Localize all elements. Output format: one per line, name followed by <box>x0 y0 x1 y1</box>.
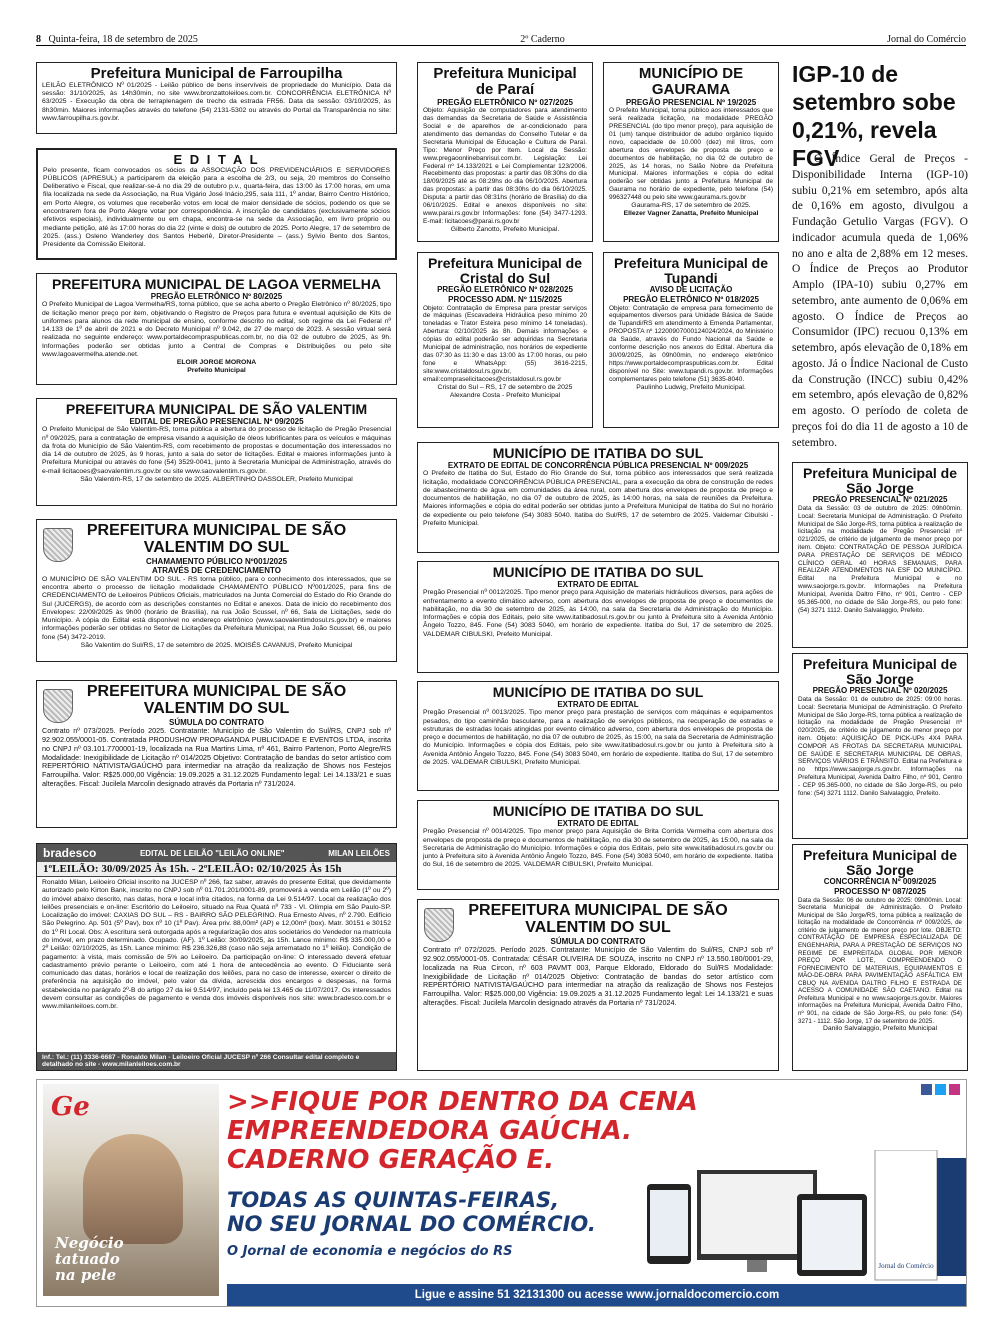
notice-title: PREFEITURA MUNICIPAL DE LAGOA VERMELHA <box>51 276 381 292</box>
notice-title: Prefeitura Municipal de São Jorge <box>802 656 958 687</box>
notice-parai <box>417 62 593 242</box>
magazine-icon <box>937 1158 967 1276</box>
notice-subtitle: PREGÃO ELETRÔNICO Nº 028/2025 <box>437 285 573 295</box>
notice-signature: Danilo Salvalaggio, Prefeito Municipal <box>822 1025 938 1033</box>
bradesco-logo: bradesco <box>43 846 97 860</box>
notice-subtitle: AVISO DE LICITAÇÃO <box>649 285 733 295</box>
notice-subtitle: PREGÃO PRESENCIAL Nº 020/2025 <box>812 686 948 696</box>
devices-illustration <box>647 1150 967 1282</box>
notice-title: PREFEITURA MUNICIPAL DE SÃO VALENTIM DO SUL <box>86 522 347 556</box>
municipal-crest-icon <box>43 689 73 723</box>
notice-subtitle: PREGÃO PRESENCIAL Nº 021/2025 <box>812 495 948 505</box>
notice-text: Contrato nº 072/2025. Período 2025. Contratante: Município de São Valentim do Sul/RS, CNPJ sob nº 92.902.055/0001-05. Contratada: CÉSAR OLIVEIRA DE SOUZA, inscrito no CNPJ nº 13.550.180/0001-29, localizada na Rua Circon, nº 603 PAVMT 003, Parque Eldorado, Eldorado do Sul/RS Modalidade: Inexigibilidade de Licitação nº 014/2025 Objetivo: Contratação de bandas do setor artístico com REPERTÓRIO NATIVISTA/GAÚCHO para intermediar na atração da realização de Shows nos Festejos Farroupilha. Valor: R$25.000,00 Vigência: 19.09.2025 a 31.12.2025 Fundamento legal: Lei 14.133/21 e suas alterações. Fiscal: Jucilela Marcolin designado através da Portaria nº 731/2024. <box>423 945 773 1007</box>
notice-subtitle: CHAMAMENTO PÚBLICO Nº001/2025 <box>145 556 288 566</box>
notice-sao-valentim-do-sul-chamamento <box>36 519 397 662</box>
article-headline: IGP-10 de setembro sobe 0,21%, revela FGV <box>792 61 956 172</box>
ad-footer-bar: Ligue e assine 51 32131300 ou acesse www.jornaldocomercio.com <box>227 1284 967 1306</box>
notice-signature: ELOIR JORGE MORONA Prefeito Municipal <box>176 359 257 375</box>
notice-sao-valentim-do-sul-contrato <box>36 680 397 828</box>
notice-text: Contrato nº 073/2025. Período 2025. Contratante: Município de São Valentim do Sul/RS, CNPJ sob nº 92.902.055/0001-05. Contratada PRODUSHOW PROPAGANDA PUBLICIDADE E EVENTOS LTDA, inscrita no CNPJ nº 03.101.7700001-19, localizada na Rua Martins Lima, nº 461, Bairro Partenon, Porto Alegre/RS Modalidade: Inexigibilidade de Licitação nº 014/2025 Objetivo: Contratação de bandas do setor artístico com REPERTÓRIO NATIVISTA/GAÚCHO para intermediar na atração da realização de Shows nos Festejos Farroupilha. Valor: R$25.000,00 Vigência: 19.09.2025 a 31.12.2025 Fundamento legal: Lei 14.133/21 e suas alterações. Fiscal: Jucilela Marcolin designado através da Portaria nº 731/2024. <box>42 726 391 788</box>
notice-subtitle: EXTRATO DE EDITAL DE CONCORRÊNCIA PÚBLICA PRESENCIAL Nº 009/2025 <box>447 460 749 470</box>
ad-subheadline <box>227 1188 596 1236</box>
instagram-icon <box>949 1084 960 1095</box>
ad-slogan-line-2: EMPREENDEDORA GAÚCHA. <box>227 1116 632 1147</box>
notice-title: MUNICÍPIO DE ITATIBA DO SUL <box>492 445 704 461</box>
notice-subtitle: EXTRATO DE EDITAL <box>557 579 639 589</box>
notice-gaurama <box>603 62 779 242</box>
notice-title: Prefeitura Municipal de Paraí <box>433 65 577 98</box>
notice-text: O Prefeito Municipal, torna público aos interessados que será realizada licitação, na modalidade PREGÃO PRESENCIAL (do tipo menor preço), para aquisição de 01 (um) tanque distribuidor de adubo orgânico líquido novo, capacidade de 10.000 (dez) mil litros, com abertura dos envelopes de proposta de preço e documentos de habilitação, no dia 02 de outubro de 2025, às 14 horas, no Salão Nobre da Prefeitura Municipal. Maiores informações e cópia do edital poderão ser obtidas junto a Prefeitura Municipal de Gaurama no horário de expediente, pelo telefone (54) 996327448 ou pelo site www.gaurama.rs.gov.br <box>609 107 773 202</box>
notice-subtitle-2: PROCESSO ADM. Nº 115/2025 <box>448 294 562 304</box>
notice-subtitle: EDITAL DE PREGÃO PRESENCIAL Nº 09/2025 <box>129 416 304 426</box>
cover-logo: Ge <box>51 1092 90 1122</box>
notice-edital <box>36 148 397 260</box>
facebook-icon <box>921 1084 932 1095</box>
notice-text: O Prefeito Municipal de São Valentim-RS, torna pública a abertura do processo de licitação de Pregão Presencial nº 09/2025, para a contratação de empresa visando a aquisição de óleos lubrificantes para os veículos e máquinas da frota do Município de São Valentim-RS, com recebimento de propostas e documentação dos interessados no dia 14 de outubro de 2025, às 9 horas, junto a sala do setor de licitações. Edital e maiores informações junto à Prefeitura Municipal ou através do fone (54) 3529-0041, junto à Secretaria Municipal de Administração, através do e-mail licitacoes@saovalentim.rs.gov.br ou site www.saovalentim.rs.gov.br. <box>42 426 391 475</box>
notice-leilao-bradesco <box>36 843 397 1071</box>
notice-farroupilha <box>36 62 397 134</box>
notice-text: Pregão Presencial nº 0013/2025. Tipo menor preço para prestação de serviços com máquinas e equipamentos pesados, do tipo caminhão basculante, para a realização de serviços públicos, na recuperação de estradas e estruturas de estradas locais atingidas por evento climático adverso, com abertura dos envelopes de proposta de preço e documentos de habilitação, no dia 07 de outubro de 2025, às 15:00, na sala da Secretaria de Administração do Município. Informações e cópia dos Editais, pelo site www.itatibadosul.rs.gov.br ou junto à Prefeitura sito à Avenida Antônio Ângelo Tozzo, 845. Fone (54) 3083 5040, em horário de expediente. Itatiba do Sul, 17 de setembro de 2025. VALDEMAR CIBULSKI, Prefeito Municipal. <box>423 709 773 766</box>
article-body: O Índice Geral de Preços - Disponibilidade Interna (IGP-10) subiu 0,21% em setembro, após alta de 0,16% em agosto, divulgou a Fundação Getulio Vargas (FGV). O indicador acumula queda de 1,06% no ano e alta de 2,88% em 12 meses. O Índice de Preços ao Produtor Amplo (IPA-10) subiu 0,27% em setembro, ante aumento de 0,06% em agosto. O Índice de Preços ao Consumidor (IPC) recuou 0,13% em setembro, após elevação de 0,18% em agosto. Já o Índice Nacional de Custo da Construção (INCC) subiu 0,42% em setembro, após elevação de 0,82% em agosto. O período de coleta de preços foi do dia 11 de agosto a 10 de setembro. <box>792 153 968 449</box>
notice-subtitle: PREGÃO ELETRÔNICO Nº 80/2025 <box>150 291 283 301</box>
notice-subtitle-2: ATRAVÉS DE CREDENCIAMENTO <box>152 566 281 576</box>
notice-title: MUNICÍPIO DE GAURAMA <box>638 65 744 98</box>
cover-title: Negócio tatuado na pele <box>55 1234 124 1284</box>
notice-date: Gaurama-RS, 17 de setembro de 2025. <box>631 202 751 210</box>
notice-text: LEILÃO ELETRÔNICO Nº 01/2025 - Leilão público de bens inservíveis de propriedade do Município. Data da sessão: 31/10/2025, às 14h30min, no site www.bronzattoleiloes.com.br. CONCORRÊNCIA ELETRÔNICA Nº 63/2025 - Execução da obra de terraplenagem de trecho da estrada FR56. Data da sessão: 03/10/2025, às 8h30min. Maiores informações através do telefone (54) 2131-5302 ou através do Portal da Transparência no site: www.farroupilha.rs.gov.br. <box>42 81 391 122</box>
notice-title: Prefeitura Municipal de São Jorge <box>802 465 958 496</box>
notice-subtitle: CONCORRÊNCIA Nº 009/2025 <box>823 877 937 887</box>
notice-text: Pelo presente, ficam convocados os sócios da ASSOCIAÇÃO DOS PREVIDENCIÁRIOS E SERVIDORES PÚBLICOS (APRESUL) a participarem da eleição para a escolha de 2/3, ou seja, 20 membros do Conselho Deliberativo e Fiscal, que realizar-se-á no dia 29 de outubro p.v., quarta-feira, das 13:00 às 17:00 horas, em uma fila localizada na sede da Associação, na Rua Vigário José Inácio,295, sala 111, 1º andar, Bairro Centro Histórico, em Porto Alegre, os volumes que receberão votos em local de maior densidade de sócios, podendo os que se encontrarem fora de Porto Alegre votar por correspondência. A inscrição de candidatos (exclusivamente sócios efetivos especiais), individualmente ou em chapa, encontra-se na sede da Associação, em livro próprio ou mediante petição, até às 17:00 horas do dia 22 (vinte e dois) de outubro de 2025. Porto Alegre, 17 de setembro de 2025. (ass.) Osleno Wanderley dos Santos Heberlê, Diretor-Presidente – (ass.) Sylvio Bento dos Santos, Presidente da Comissão Eleitoral. <box>43 166 390 249</box>
notice-text: Data da Sessão: 03 de outubro de 2025: 09h00min. Local: Secretaria Municipal de Administração. O Prefeito Municipal de São Jorge-RS, torna pública a realização de licitação na modalidade de Pregão Presencial nº 021/2025, de critério de julgamento de menor preço por item. Objeto: CONTRATAÇÃO DE PESSOA JURÍDICA PARA PRESTAÇÃO DE SERVIÇOS DE MÉDICO CLÍNICO GERAL 40 HORAS SEMANAIS, PARA REALIZAR ATENDIMENTOS NA ESF DO MUNICÍPIO. Edital na Prefeitura Municipal e no www.saojorge.rs.gov.br. Informações na Prefeitura Municipal, Avenida Daltro Filho, nº 901, Centro - CEP 95.365-000, no cidade de São Jorge-RS, ou pelo fone: (54) 3271 1112. Danilo Salvalaggio, Prefeito. <box>798 504 962 614</box>
ad-tagline: O Jornal de economia e negócios do RS <box>227 1244 513 1259</box>
notice-title: Prefeitura Municipal de Tupandi <box>613 255 769 286</box>
notice-subtitle: PREGÃO ELETRÔNICO Nº 027/2025 <box>437 97 573 107</box>
notice-subtitle: EXTRATO DE EDITAL <box>557 818 639 828</box>
notice-sao-jorge-2 <box>792 653 968 839</box>
notice-title: PREFEITURA MUNICIPAL DE SÃO VALENTIM <box>65 401 368 417</box>
milan-logo: MILAN LEILÕES <box>328 848 390 858</box>
header-paper: Jornal do Comércio <box>887 34 966 45</box>
header-left: 8 Quinta-feira, 18 de setembro de 2025 <box>36 34 198 45</box>
notice-text: Objeto: Aquisição de computadores para atendimento das demandas da Secretaria de Saúde e Assistência Social e de aparelhos de ar-condicionado para atendimento das demandas do Conselho Tutelar e da Secretaria Municipal de Educação e Cultura de Paraí. Tipo: Menor Preço por Item. Local da Sessão: www.pregaoonlinebanrisul.com.br. Legislação: Lei Federal nº 14.133/2021 e Lei Complementar 123/2006. Recebimento das propostas: a partir das 08:30hs do dia 18/09/2025 até as 08:29hs do dia 06/10/2025. Abertura das propostas: a partir das 08:30hs do dia 06/10/2025. Disputa: a partir das 08:31hs (horário de Brasília) do dia 06/10/2025. Edital e anexos disponíveis no site: www.parai.rs.gov.br Informações: fone (54) 3477-1293. E-mail: licitacoes@parai.rs.gov.br <box>423 107 587 225</box>
leilao-dates: 1ºLEILÃO: 30/09/2025 Às 15h. - 2ºLEILÃO: 02/10/2025 Às 15h <box>37 862 396 877</box>
leilao-text: Ronaldo Milan, Leiloeiro Oficial inscrito na JUCESP nº 266, faz saber, através do presente Edital, que devidamente autorizado pelo Kirton Bank, inscrito no CNPJ sob nº 01.701.201/0001-89, promoverá a venda em Leilão (1º ou 2º) do imóvel abaixo descrito, nas datas, hora e local infra citados, na forma da Lei 9.514/97. Local da realização dos leilões presenciais e on-line: Escritório do Leiloeiro, situado na Rua Quatá nº 733 - Vl. Olímpia em São Paulo-SP. Localização do imóvel: CAXIAS DO SUL – RS - BAIRRO SÃO PELEGRINO. Rua Ernesto Alves, nº 2.790. Edifício São Pelegrino. Ap. 501 (5º Pav), box nº 10 (1º Pav). Área priv. 88,00m² (AP) e 12,00m² (box). Matr. 30151 e 30152 do 1º RI Local. Obs: A escritura será outorgada após a regularização dos atos societários do Vendedor na matrícula do imóvel, em prazo determinado. Ocupado. (AF). 1º Leilão: 30/09/2025, às 15h. Lance mínimo: R$ 335.000,00 e 2º Leilão: 02/10/2025, às 15h. Lance mínimo: R$ 236.326,88 (caso não seja arrematado no 1º leilão). Condição de pagamento: à vista, mais comissão de 5% ao Leiloeiro. Da participação on-line: O interessado deverá efetuar cadastramento prévio perante o Leiloeiro, com até 1 hora de antecedência ao evento. O Fiduciante será comunicado das datas, horários e local de realização dos leilões, para no caso de interesse, exercer o direito de preferência na aquisição do imóvel, pelo valor da dívida, acrescida dos encargos e despesas, na forma estabelecida no parágrafo 2º-B do artigo 27 da lei 9.514/97, incluído pela lei 13.465 de 11/07/2017. Os interessados devem consultar as condições de pagamento e venda dos imóveis disponíveis nos site: www.bradesco.com.br e www.milanleiloes.com.br. <box>42 879 391 1011</box>
notice-sao-jorge-3 <box>792 844 968 1071</box>
notice-text: Pregão Presencial nº 0014/2025. Tipo menor preço para Aquisição de Brita Corrida Vermelha com abertura dos envelopes de proposta de preço e documentos de habilitação, no dia 30 de setembro de 2025, às 15:00, na sala da Secretaria de Administração do Município. Informações e cópia dos Editais, pelo site www.itatibadosul.rs.gov.br ou junto à Prefeitura sito à Avenida Antônio Ângelo Tozzo, 845. Fone (54) 3083 5040, em horário de expediente. Itatiba do Sul, 16 de setembro de 2025. VALDEMAR CIBULSKI, Prefeito Municipal. <box>423 828 773 869</box>
newspaper-icon <box>875 1150 937 1280</box>
notice-subtitle: EXTRATO DE EDITAL <box>557 699 639 709</box>
leilao-header-bar <box>37 844 396 862</box>
notice-subtitle: SÚMULA DO CONTRATO <box>550 936 646 946</box>
page-header <box>36 34 966 46</box>
notice-signature: São Valentim do Sul/RS, 17 de setembro de 2025. MOISÉS CAVANUS, Prefeito Municipal <box>80 642 353 650</box>
notice-title: Prefeitura Municipal de Cristal do Sul <box>427 255 583 286</box>
cover-portrait <box>83 1134 183 1244</box>
notice-text: Data da Sessão: 01 de outubro de 2025: 09:00 horas. Local: Secretaria Municipal de Administração. O Prefeito Municipal de São Jorge-RS, torna pública a realização de licitação na modalidade de Pregão Presencial nº 020/2025, de critério de julgamento de menor preço por item. Objeto: AQUISIÇÃO DE PICK-UPs 4X4 PARA COMPOR AS FROTAS DA SECRETARIA MUNICIPAL DE SAÚDE E SECRETARIA MUNICIPAL DE OBRAS, SERVIÇOS VIÁRIOS E TRÂNSITO. Edital na Prefeitura e no https://www.saojorge.rs.gov.br. Informações na Prefeitura Municipal, Avenida Daltro Filho, nº 901, Centro - CEP 95.365-000, no cidade de São Jorge-RS, ou pelo fone: (54) 3271 1112. Danilo Salvalaggio, Prefeito. <box>798 695 962 797</box>
notice-tupandi <box>603 252 779 428</box>
ad-sub-line-1: TODAS AS QUINTAS-FEIRAS, <box>227 1188 560 1212</box>
notice-lagoa-vermelha <box>36 273 397 385</box>
notice-title: MUNICÍPIO DE ITATIBA DO SUL <box>492 564 704 580</box>
notice-text: O Prefeito de Itatiba do Sul, Estado do Rio Grande do Sul, torna público aos interessados que será realizada licitação, modalidade CONCORRÊNCIA PÚBLICA PRESENCIAL, para a execução da obra de construção de redes de abastecimento de água em comunidades da área rural, com abertura dos envelopes de proposta de preço e documentos de habilitação, no dia 07 de outubro de 2025, às 14:00 horas, na sala de reuniões da Prefeitura. Maiores informações e cópia do edital poderão ser obtidas junto a Prefeitura Municipal de Itatiba do Sul no horário de expediente ou pelo telefone (54) 3083 5040. Itatiba do Sul/RS, 17 de setembro de 2025. Valdemar Cibulski - Prefeito Municipal. <box>423 470 773 527</box>
notice-subtitle: SÚMULA DO CONTRATO <box>169 717 264 727</box>
ad-slogan-line-1: >>FIQUE POR DENTRO DA CENA <box>227 1087 698 1117</box>
magazine-cover <box>43 1084 219 1296</box>
leilao-label: EDITAL DE LEILÃO "LEILÃO ONLINE" <box>139 848 285 858</box>
notice-text: O Prefeito Municipal de Lagoa Vermelha/RS, torna público, que se acha aberto o Pregão Eletrônico nº 80/2025, tipo de licitação menor preço por item, objetivando o Registro de Preços para futura e eventual aquisição de Kits de uniformes para alunos da rede municipal de ensino, conforme descrito no edital, sob regime da Lei Federal nº 14.133 de 1º de abril de 2021 e do Decreto Municipal nº 9.042, de 27 de março de 2023. A sessão virtual será realizada no seguinte endereço: www.portaldecompraspublicas.com.br, no dia 02 de outubro de 2025, às 9h. Informações poderão ser obtidas junto a Central de Compras e Distribuições ou pelo site www.lagoavermelha.atende.net. <box>42 301 391 358</box>
notice-subtitle-2: PROCESSO Nº 087/2025 <box>834 886 926 896</box>
notice-signature: São Valentim-RS, 17 de setembro de 2025. ALBERTINHO DASSOLER, Prefeito Municipal <box>80 475 353 483</box>
notice-itatiba-4 <box>417 800 779 890</box>
notice-subtitle-2: PREGÃO ELETRÔNICO Nº 018/2025 <box>623 294 759 304</box>
social-icons <box>921 1084 960 1095</box>
notice-text: O MUNICÍPIO DE SÃO VALENTIM DO SUL - RS torna público, para o conhecimento dos interessados, que se encontra aberto o processo de licitação modalidade CHAMAMENTO PÚBLICO Nº001/2025, para fins de CREDENCIAMENTO de Leiloeiros Públicos Oficiais, matriculados na Junta Comercial do Estado do Rio Grande do Sul (JUCERGS), de acordo com as descrições constantes no Edital e anexos. Data de inicio do recebimento dos Envelopes: 22/09/2025 às 9h00 (horário de Brasília), na rua João Scussel, nº 66, Sala de Licitações, sede do Município. A cópia do Edital está disponível no endereço eletrônico (www.saovalentimdosul.rs.gov.br) e maiores informações poderão ser obtidas no Setor de Licitações da Prefeitura Municipal, na Rua João Scussel, 66, ou pelo fone (54) 3472-2019. <box>42 575 391 641</box>
notice-text: Pregão Presencial nº 0012/2025. Tipo menor preço para Aquisição de materiais hidráulicos diversos, para ações de enfrentamento a evento climático adverso, com abertura dos envelopes de proposta de preço e documentos de habilitação, no dia 30 de setembro de 2025, às 14:00, na sala da Secretaria de Administração do Município. Informações e cópia dos Editais, pelo site www.itatibadosul.rs.gov.br ou junto à Prefeitura sito à Avenida Antônio Ângelo Tozzo, 845. Fone (54) 3083 5040, em horário de expediente. Itatiba do Sul, 17 de setembro de 2025. VALDEMAR CIBULSKI, Prefeito Municipal. <box>423 589 773 638</box>
notice-itatiba-1 <box>417 442 779 553</box>
notice-text: Objeto: Contratação de Empresa para prestar serviços de máquinas (Escavadeira Hidráulica peso mínimo 20 toneladas e Trator Esteira peso mínimo 14 toneladas). Abertura: 02/10/2025 às 8h. Demais informações e cópias do edital poderão ser adquiridas na Secretaria Municipal de administração, nos horários de expediente das 07:30 às 11:30 e das 13:00 às 17:00 horas, ou pelo fone e WhatsApp: (55) 3616-2215, site:www.cristaldosul.rs.gov.br, email:compraselicitacoes@cristaldosul.rs.gov.br <box>423 304 587 383</box>
ad-slogan-line-3: CADERNO GERAÇÃO E. <box>227 1145 555 1176</box>
notice-title: PREFEITURA MUNICIPAL DE SÃO VALENTIM DO SUL <box>468 902 728 936</box>
notice-itatiba-3 <box>417 681 779 791</box>
notice-title: MUNICÍPIO DE ITATIBA DO SUL <box>492 803 704 819</box>
notice-signature: Paulinho Ludwig, Prefeito Municipal. <box>636 383 746 391</box>
jc-logo: Jornal do Comércio <box>878 1262 934 1270</box>
notice-title: Prefeitura Municipal de Farroupilha <box>90 65 343 82</box>
notice-subtitle: PREGÃO PRESENCIAL Nº 19/2025 <box>625 97 757 107</box>
notice-signature: Ellezer Vagner Zanatta, Prefeito Municipal <box>623 210 759 218</box>
notice-sao-jorge-1 <box>792 462 968 648</box>
ad-geracao-e <box>36 1079 967 1307</box>
notice-sao-valentim <box>36 398 397 506</box>
notice-text: Data da Sessão: 06 de outubro de 2025: 09h00min. Local: Secretaria Municipal de Administração. O Prefeito Municipal de São Jorge/RS, torna pública a realização de licitação na modalidade de Concorrência nº 009/2025, de critério de julgamento de menor preço por lote. OBJETO: CONTRATAÇÃO DE EMPRESA ESPECIALIZADA DE ENGENHARIA, PARA A PRESTAÇÃO DE SERVIÇOS NO REGIME DE EMPREITADA GLOBAL POR MENOR PREÇO POR LOTE, COMPREENDENDO O FORNECIMENTO DE MATERIAIS, EQUIPAMENTOS E MÃO-DE-OBRA PARA PAVIMENTAÇÃO ASFÁLTICA EM CBUQ NA AVENIDA DALTRO FILHO E ESTRADA DE ACESSO A COMUNIDADE SÃO CAETANO. Edital na Prefeitura Municipal e no www.saojorge.rs.gov.br. Maiores informações na Prefeitura Municipal, Avenida Daltro Filho, nº 901, na cidade de São Jorge-RS, ou pelo fone: (54) 3271 - 1112. São Jorge, 17 de setembro de 2025. <box>798 896 962 1025</box>
notice-sao-valentim-do-sul-contrato-2 <box>417 899 779 1071</box>
header-section: 2º Caderno <box>520 34 565 45</box>
notice-itatiba-2 <box>417 561 779 673</box>
ad-sub-line-2: NO SEU JORNAL DO COMÉRCIO. <box>227 1212 596 1237</box>
municipal-crest-icon <box>43 528 73 562</box>
notice-title: Prefeitura Municipal de São Jorge <box>802 847 958 878</box>
notice-signature: Alexandre Costa - Prefeito Municipal <box>449 391 561 399</box>
notice-title: PREFEITURA MUNICIPAL DE SÃO VALENTIM DO SUL <box>86 683 347 717</box>
notice-date: Cristal do Sul – RS, 17 de setembro de 2025 <box>437 383 573 391</box>
notice-title: E D I T A L <box>173 152 260 167</box>
notice-cristal-do-sul <box>417 252 593 428</box>
municipal-crest-icon <box>424 908 454 942</box>
leilao-footer: Inf.: Tel.: (11) 3336-6687 - Ronaldo Milan - Leiloeiro Oficial JUCESP nº 266 Consultar edital completo e detalhado no site - www.milanleiloes.com.br <box>37 1052 396 1070</box>
notice-signature: Gilberto Zanotto, Prefeito Municipal. <box>450 225 560 233</box>
twitter-icon <box>935 1084 946 1095</box>
notice-title: MUNICÍPIO DE ITATIBA DO SUL <box>492 684 704 700</box>
notice-text: Objeto: Contratação de empresa para fornecimento de equipamentos diversos para Unidade Básica de Saúde de Tupandi/RS em atendimento à Emenda Parlamentar, PROPOSTA nº 12200907000124024/2024, do Ministério da Saúde, através do Fundo Nacional da Saúde e conforme descrição nos anexos do Edital. Abertura dia 30/09/2025, às 09h00min, no endereço eletrônico https://www.portaldecompraspublicas.com.br. Edital disponível no Site: www.tupandi.rs.gov.br. Informações complementares pelo telefone (51) 3635-8040. <box>609 304 773 383</box>
